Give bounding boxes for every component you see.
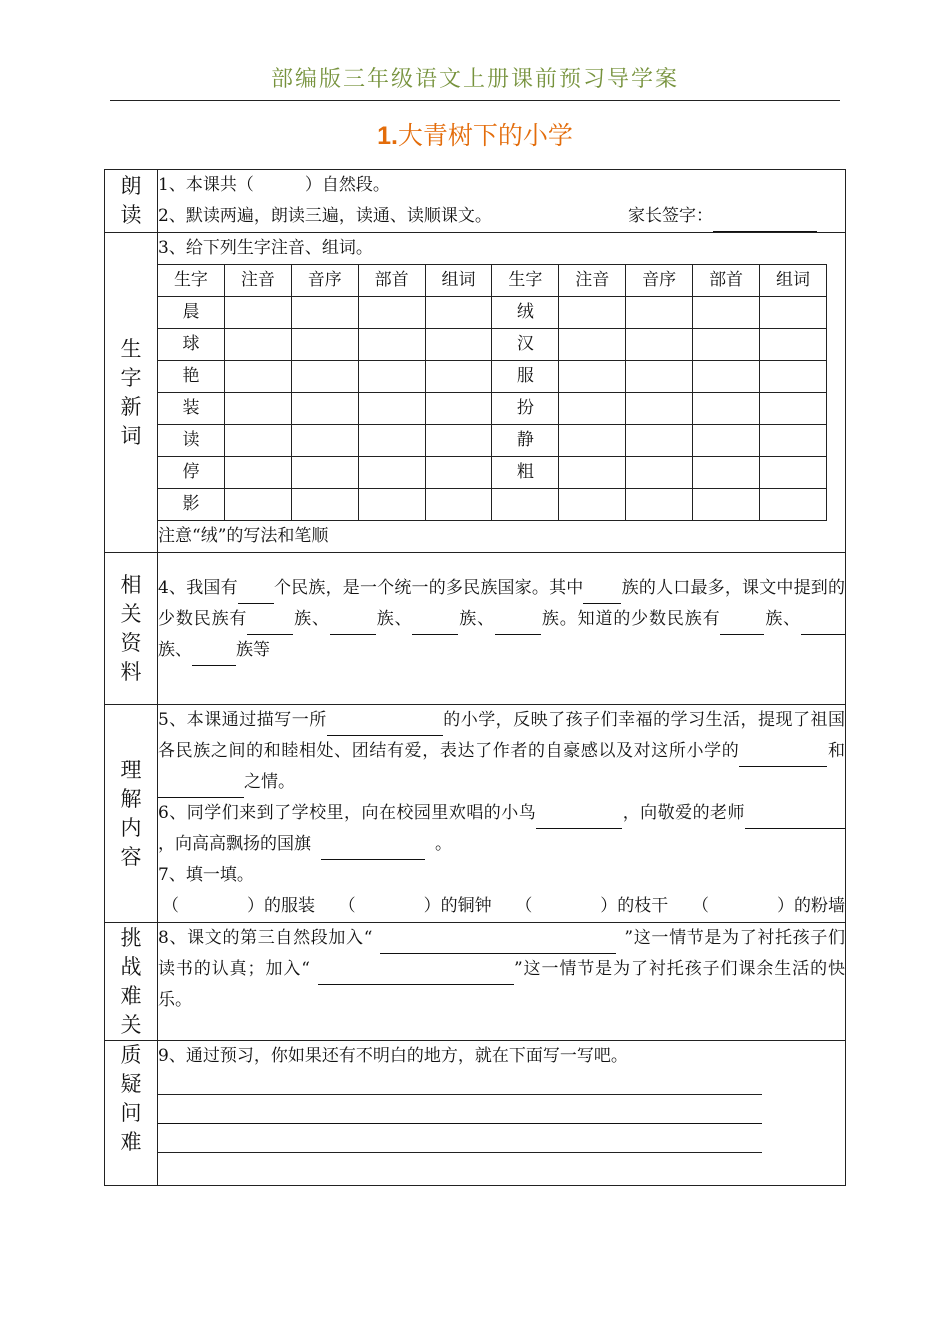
blank-cell[interactable] [291, 329, 358, 361]
blank-field[interactable] [318, 962, 514, 985]
grid-row [158, 329, 827, 361]
grid-row [158, 297, 827, 329]
section-reading [105, 170, 846, 233]
grid-header: 部首 [358, 265, 425, 297]
blank-field[interactable] [536, 806, 622, 829]
blank-field[interactable] [739, 744, 827, 767]
blank-field[interactable] [801, 612, 845, 635]
blank-cell[interactable] [291, 393, 358, 425]
blank-cell[interactable] [224, 393, 291, 425]
blank-cell[interactable] [291, 361, 358, 393]
grid-header-row [158, 265, 827, 297]
grid-header: 组词 [425, 265, 492, 297]
char-cell: 汉 [492, 329, 559, 361]
lesson-number: 1. [377, 122, 398, 150]
blank-cell[interactable] [425, 361, 492, 393]
blank-cell[interactable] [358, 393, 425, 425]
blank-cell[interactable] [760, 489, 827, 521]
fill-item: （ ）的服装 [162, 896, 315, 916]
blank-field[interactable] [495, 612, 541, 635]
blank-cell[interactable] [760, 457, 827, 489]
lesson-title [0, 116, 950, 152]
answer-line[interactable] [158, 1072, 762, 1095]
char-cell: 读 [158, 425, 225, 457]
grid-row [158, 393, 827, 425]
signature-field[interactable] [713, 211, 817, 232]
answer-line[interactable] [158, 1095, 762, 1124]
blank-cell[interactable] [559, 297, 626, 329]
blank-cell[interactable] [224, 361, 291, 393]
blank-field[interactable] [238, 581, 274, 604]
blank-cell[interactable] [358, 297, 425, 329]
blank-cell[interactable] [760, 297, 827, 329]
blank-cell[interactable] [358, 425, 425, 457]
blank-cell[interactable] [693, 489, 760, 521]
fill-item: （ ）的枝干 [515, 896, 669, 916]
section-label-challenge: 挑 战 难 关 [105, 923, 158, 1041]
blank-cell[interactable] [559, 329, 626, 361]
section-characters [105, 233, 846, 553]
lesson-name: 大青树下的小学 [397, 121, 573, 150]
header-divider [110, 100, 840, 101]
blank-cell[interactable] [559, 489, 626, 521]
blank-cell[interactable] [693, 425, 760, 457]
section-comprehension [105, 705, 846, 923]
section-label-characters: 生 字 新 词 [105, 233, 158, 553]
blank-cell[interactable] [559, 361, 626, 393]
grid-row [158, 489, 827, 521]
signature-label: 家长签字： [628, 206, 713, 226]
question-2: 2、默读两遍，朗读三遍，读通、读顺课文。 [158, 206, 492, 226]
question-2-row [158, 201, 845, 232]
char-cell: 扮 [492, 393, 559, 425]
blank-cell[interactable] [291, 489, 358, 521]
blank-cell[interactable] [425, 489, 492, 521]
blank-cell[interactable] [693, 361, 760, 393]
blank-cell[interactable] [693, 393, 760, 425]
blank-cell[interactable] [425, 425, 492, 457]
page-header: 部编版三年级语文上册课前预习导学案 [270, 67, 679, 92]
blank-cell[interactable] [760, 393, 827, 425]
blank-cell[interactable] [425, 329, 492, 361]
blank-cell[interactable] [626, 361, 693, 393]
section-materials [105, 553, 846, 705]
blank-cell[interactable] [626, 297, 693, 329]
fill-item: （ ）的铜钟 [338, 896, 492, 916]
grid-header: 生字 [158, 265, 225, 297]
blank-cell[interactable] [760, 425, 827, 457]
blank-field[interactable] [583, 581, 621, 604]
char-cell: 服 [492, 361, 559, 393]
stroke-order-note: 注意“绒”的写法和笔顺 [158, 526, 329, 546]
section-label-materials: 相 关 资 料 [105, 553, 158, 705]
char-cell: 粗 [492, 457, 559, 489]
blank-field[interactable] [247, 612, 293, 635]
question-1: 1、本课共（ ）自然段。 [158, 175, 390, 195]
blank-cell[interactable] [291, 457, 358, 489]
blank-cell[interactable] [559, 457, 626, 489]
blank-field[interactable] [327, 713, 443, 736]
char-cell: 影 [158, 489, 225, 521]
char-cell [492, 489, 559, 521]
answer-line[interactable] [158, 1124, 762, 1153]
blank-cell[interactable] [626, 457, 693, 489]
blank-field[interactable] [745, 806, 845, 829]
blank-cell[interactable] [358, 329, 425, 361]
char-cell: 停 [158, 457, 225, 489]
blank-field[interactable] [192, 643, 236, 666]
blank-cell[interactable] [291, 425, 358, 457]
grid-header: 注音 [559, 265, 626, 297]
char-cell: 球 [158, 329, 225, 361]
blank-cell[interactable] [626, 393, 693, 425]
grid-header: 组词 [760, 265, 827, 297]
worksheet-table [104, 169, 846, 1186]
question-3: 3、给下列生字注音、组词。 [158, 238, 373, 258]
grid-row [158, 457, 827, 489]
blank-cell[interactable] [425, 297, 492, 329]
fill-item: （ ）的粉墙 [691, 896, 845, 916]
grid-header: 音序 [291, 265, 358, 297]
blank-cell[interactable] [425, 457, 492, 489]
blank-cell[interactable] [224, 297, 291, 329]
section-label-comprehension: 理 解 内 容 [105, 705, 158, 923]
blank-field[interactable] [720, 612, 764, 635]
blank-cell[interactable] [626, 329, 693, 361]
blank-cell[interactable] [760, 361, 827, 393]
grid-row [158, 425, 827, 457]
blank-cell[interactable] [693, 297, 760, 329]
blank-cell[interactable] [224, 489, 291, 521]
section-label-reading: 朗 读 [105, 170, 158, 233]
question-6: 6、同学们来到了学校里，向在校园里欢唱的小鸟 ，向敬爱的老师，向高高飘扬的国旗 。 [158, 798, 845, 860]
blank-cell[interactable] [559, 393, 626, 425]
blank-cell[interactable] [626, 425, 693, 457]
blank-field[interactable] [412, 612, 458, 635]
question-7: 7、填一填。 [158, 865, 254, 885]
blank-cell[interactable] [693, 457, 760, 489]
blank-cell[interactable] [224, 425, 291, 457]
char-cell: 静 [492, 425, 559, 457]
grid-header: 部首 [693, 265, 760, 297]
blank-cell[interactable] [358, 457, 425, 489]
section-questions [105, 1041, 846, 1186]
section-label-questions: 质 疑 问 难 [105, 1041, 158, 1186]
question-7-fills [158, 891, 845, 922]
blank-cell[interactable] [224, 457, 291, 489]
grid-header: 注音 [224, 265, 291, 297]
question-4: 4、我国有 个民族，是一个统一的多民族国家。其中 族的人口最多，课文中提到的少数民族有 族、 族、 族、 族。知道的少数民族有 族、族、 族等 [158, 573, 845, 666]
blank-cell[interactable] [291, 297, 358, 329]
blank-cell[interactable] [559, 425, 626, 457]
blank-field[interactable] [321, 837, 425, 860]
character-grid [157, 264, 827, 521]
blank-field[interactable] [330, 612, 376, 635]
grid-header: 生字 [492, 265, 559, 297]
blank-cell[interactable] [760, 329, 827, 361]
section-challenge [105, 923, 846, 1041]
blank-cell[interactable] [358, 489, 425, 521]
blank-field[interactable] [380, 931, 616, 954]
grid-header: 音序 [626, 265, 693, 297]
blank-cell[interactable] [224, 329, 291, 361]
char-cell: 艳 [158, 361, 225, 393]
blank-cell[interactable] [693, 329, 760, 361]
grid-row [158, 361, 827, 393]
char-cell: 绒 [492, 297, 559, 329]
char-cell: 晨 [158, 297, 225, 329]
blank-field[interactable] [158, 775, 244, 798]
blank-cell[interactable] [358, 361, 425, 393]
blank-cell[interactable] [425, 393, 492, 425]
question-9: 9、通过预习，你如果还有不明白的地方，就在下面写一写吧。 [158, 1046, 628, 1066]
char-cell: 装 [158, 393, 225, 425]
question-5: 5、本课通过描写一所 的小学，反映了孩子们幸福的学习生活，提现了祖国各民族之间的和睦相处、团结有爱，表达了作者的自豪感以及对这所小学的 和之情。 [158, 705, 845, 798]
parent-signature [628, 201, 817, 232]
question-8: 8、课文的第三自然段加入“ ”这一情节是为了衬托孩子们读书的认真；加入“ ”这一情节是为了衬托孩子们课余生活的快乐。 [158, 928, 845, 1010]
blank-cell[interactable] [626, 489, 693, 521]
